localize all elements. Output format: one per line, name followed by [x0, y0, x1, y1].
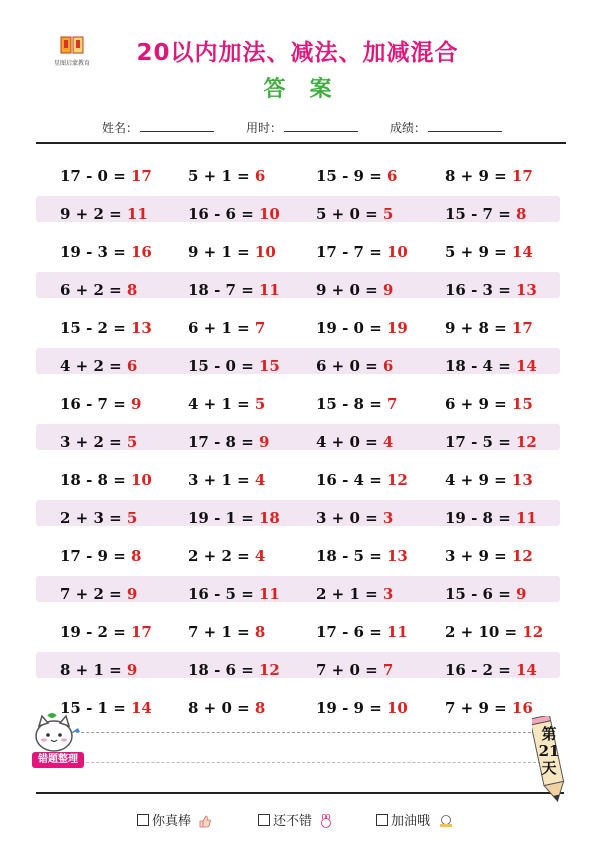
problem-expression: 9 + 8 = [445, 319, 512, 337]
problem-answer: 6 [387, 167, 398, 185]
problem-answer: 8 [126, 281, 138, 299]
problem-answer: 17 [131, 167, 152, 185]
problem-item [60, 500, 137, 526]
problem-item [60, 538, 141, 564]
thumbs-up-icon [198, 814, 212, 828]
problem-expression: 5 + 0 = [316, 205, 383, 223]
problem-expression: 8 + 9 = [445, 167, 512, 185]
problem-item [60, 196, 148, 222]
problem-expression: 16 - 6 = [188, 205, 259, 223]
problem-answer: 13 [511, 471, 533, 489]
problem-answer: 5 [254, 395, 266, 413]
problem-answer: 9 [126, 661, 138, 679]
problem-answer: 13 [387, 547, 408, 565]
problem-item [445, 538, 533, 564]
problem-row [36, 272, 560, 298]
name-blank[interactable] [140, 120, 214, 132]
problem-item [316, 348, 393, 374]
problem-answer: 17 [511, 319, 533, 337]
problem-expression: 3 + 2 = [60, 433, 127, 451]
problem-answer: 12 [522, 623, 544, 641]
problem-expression: 7 + 1 = [188, 623, 255, 641]
problem-answer: 17 [131, 623, 152, 641]
problem-expression: 4 + 1 = [188, 395, 255, 413]
problem-expression: 18 - 6 = [188, 661, 259, 679]
problem-expression: 15 - 2 = [60, 319, 131, 337]
problem-answer: 17 [511, 167, 533, 185]
header-divider [36, 142, 566, 144]
problem-item [188, 348, 280, 374]
problem-answer: 5 [382, 205, 394, 223]
problem-expression: 19 - 1 = [188, 509, 259, 527]
problem-expression: 2 + 1 = [316, 585, 383, 603]
problem-expression: 19 - 3 = [60, 243, 131, 261]
problem-expression: 18 - 7 = [188, 281, 259, 299]
problem-expression: 4 + 0 = [316, 433, 383, 451]
problem-item [188, 272, 280, 298]
checkbox[interactable] [137, 814, 149, 826]
problem-row [36, 576, 560, 602]
problem-expression: 16 - 3 = [445, 281, 516, 299]
problem-answer: 7 [387, 395, 398, 413]
mistakes-label: 错题整理 [32, 752, 84, 768]
problem-item [188, 690, 265, 716]
problem-item [316, 234, 408, 260]
problem-item [60, 652, 137, 678]
problem-item [60, 272, 137, 298]
problem-expression: 4 + 2 = [60, 357, 127, 375]
problem-item [60, 462, 152, 488]
problem-item [188, 614, 265, 640]
problem-item [188, 196, 280, 222]
problem-expression: 2 + 10 = [445, 623, 523, 641]
problem-row [36, 462, 560, 488]
problem-expression: 7 + 9 = [445, 699, 512, 717]
problem-expression: 19 - 2 = [60, 623, 131, 641]
problem-item [445, 158, 533, 184]
score-label: 成绩： [390, 121, 427, 135]
time-field[interactable] [246, 119, 358, 136]
problem-item [60, 348, 137, 374]
checkbox[interactable] [376, 814, 388, 826]
problem-row [36, 424, 560, 450]
problem-item [316, 538, 408, 564]
problem-expression: 18 - 4 = [445, 357, 516, 375]
problem-expression: 16 - 7 = [60, 395, 131, 413]
problem-expression: 17 - 5 = [445, 433, 516, 451]
problem-expression: 17 - 9 = [60, 547, 131, 565]
problem-answer: 9 [126, 585, 138, 603]
problem-expression: 19 - 8 = [445, 509, 516, 527]
problem-answer: 4 [382, 433, 394, 451]
page-title: 20以内加法、减法、加减混合 [136, 40, 459, 66]
option-keep-going[interactable]: 加油哦 [376, 810, 455, 829]
problem-answer: 11 [387, 623, 408, 641]
cheer-animal-icon [437, 814, 455, 828]
problem-answer: 10 [259, 205, 280, 223]
problem-answer: 8 [254, 699, 266, 717]
problem-answer: 6 [382, 357, 394, 375]
problem-item [445, 386, 533, 412]
checkbox[interactable] [258, 814, 270, 826]
problem-item [445, 234, 533, 260]
score-field[interactable] [390, 119, 502, 136]
problem-answer: 13 [131, 319, 152, 337]
problem-item [188, 576, 280, 602]
problem-expression: 6 + 0 = [316, 357, 383, 375]
problem-expression: 5 + 9 = [445, 243, 512, 261]
problem-answer: 13 [516, 281, 537, 299]
problem-answer: 4 [254, 471, 266, 489]
problem-item [445, 576, 526, 602]
problem-item [445, 424, 537, 450]
problem-item [316, 652, 393, 678]
problem-expression: 3 + 9 = [445, 547, 512, 565]
time-blank[interactable] [284, 120, 358, 132]
problem-answer: 9 [516, 585, 527, 603]
problem-answer: 10 [131, 471, 152, 489]
problem-answer: 11 [259, 281, 280, 299]
dashed-line [36, 762, 546, 763]
problem-expression: 2 + 2 = [188, 547, 255, 565]
day-number: 第 21 天 [538, 725, 560, 777]
bunny-icon [319, 814, 333, 828]
problem-expression: 15 - 9 = [316, 167, 387, 185]
problem-item [188, 424, 269, 450]
problem-answer: 12 [511, 547, 533, 565]
problem-answer: 5 [126, 433, 138, 451]
problem-answer: 15 [259, 357, 280, 375]
problem-expression: 3 + 0 = [316, 509, 383, 527]
problem-item [60, 234, 152, 260]
problem-row [36, 500, 560, 526]
problem-item [445, 500, 537, 526]
problem-item [445, 462, 533, 488]
problem-expression: 19 - 0 = [316, 319, 387, 337]
problem-item [445, 690, 533, 716]
problem-item [316, 576, 393, 602]
dashed-line [36, 732, 546, 733]
problem-expression: 16 - 5 = [188, 585, 259, 603]
problem-expression: 18 - 8 = [60, 471, 131, 489]
problem-item [316, 424, 393, 450]
problem-expression: 15 - 1 = [60, 699, 131, 717]
problem-row [36, 234, 560, 260]
problem-item [316, 158, 397, 184]
problem-row [36, 538, 560, 564]
problem-item [188, 234, 276, 260]
answer-grid [36, 158, 560, 728]
problem-answer: 11 [126, 205, 148, 223]
problem-expression: 9 + 2 = [60, 205, 127, 223]
problem-answer: 3 [382, 509, 394, 527]
problem-item [188, 158, 265, 184]
problem-expression: 2 + 3 = [60, 509, 127, 527]
problem-answer: 16 [511, 699, 533, 717]
problem-expression: 7 + 0 = [316, 661, 383, 679]
problem-answer: 10 [387, 699, 408, 717]
problem-answer: 6 [254, 167, 266, 185]
problem-item [188, 310, 265, 336]
problem-item [60, 576, 137, 602]
problem-item [188, 462, 265, 488]
problem-item [60, 386, 141, 412]
problem-expression: 6 + 1 = [188, 319, 255, 337]
problem-answer: 11 [516, 509, 537, 527]
problem-expression: 15 - 0 = [188, 357, 259, 375]
problem-expression: 17 - 7 = [316, 243, 387, 261]
brand-name: 星图启蒙教育 [53, 60, 90, 67]
problem-answer: 10 [254, 243, 276, 261]
option-good[interactable]: 还不错 [258, 810, 333, 829]
problem-item [316, 500, 393, 526]
problem-expression: 16 - 4 = [316, 471, 387, 489]
problem-answer: 3 [382, 585, 394, 603]
problem-answer: 15 [511, 395, 533, 413]
problem-answer: 6 [126, 357, 138, 375]
problem-expression: 6 + 2 = [60, 281, 127, 299]
problem-item [445, 272, 537, 298]
option-great[interactable]: 你真棒 [137, 810, 212, 829]
problem-row [36, 652, 560, 678]
problem-answer: 18 [259, 509, 280, 527]
problem-answer: 7 [382, 661, 394, 679]
problem-row [36, 158, 560, 184]
problem-item [445, 196, 526, 222]
problem-answer: 8 [254, 623, 266, 641]
problem-answer: 9 [259, 433, 270, 451]
problem-expression: 4 + 9 = [445, 471, 512, 489]
problem-expression: 6 + 9 = [445, 395, 512, 413]
problem-answer: 12 [259, 661, 280, 679]
problem-row [36, 614, 560, 640]
problem-answer: 12 [516, 433, 537, 451]
problem-answer: 10 [387, 243, 408, 261]
problem-item [316, 386, 397, 412]
problem-answer: 19 [387, 319, 408, 337]
problem-expression: 15 - 8 = [316, 395, 387, 413]
problem-item [60, 310, 152, 336]
problem-expression: 19 - 9 = [316, 699, 387, 717]
problem-item [60, 424, 137, 450]
problem-item [188, 538, 265, 564]
problem-answer: 9 [131, 395, 142, 413]
problem-item [316, 196, 393, 222]
problem-item [316, 272, 393, 298]
problem-answer: 9 [382, 281, 394, 299]
problem-answer: 11 [259, 585, 280, 603]
problem-item [445, 348, 537, 374]
problem-expression: 15 - 6 = [445, 585, 516, 603]
problem-expression: 7 + 2 = [60, 585, 127, 603]
problem-item [316, 614, 408, 640]
problem-item [60, 158, 152, 184]
problem-item [188, 652, 280, 678]
cat-mascot-icon [30, 712, 86, 754]
problem-expression: 8 + 1 = [60, 661, 127, 679]
problem-item [188, 500, 280, 526]
score-blank[interactable] [428, 120, 502, 132]
problem-expression: 8 + 0 = [188, 699, 255, 717]
problem-expression: 17 - 8 = [188, 433, 259, 451]
time-label: 用时： [246, 121, 283, 135]
problem-item [316, 462, 408, 488]
name-field[interactable] [102, 119, 214, 136]
problem-answer: 12 [387, 471, 408, 489]
problem-expression: 9 + 1 = [188, 243, 255, 261]
problem-answer: 8 [516, 205, 527, 223]
problem-expression: 16 - 2 = [445, 661, 516, 679]
footer-divider [36, 792, 564, 794]
problem-row [36, 196, 560, 222]
problem-answer: 7 [254, 319, 266, 337]
problem-expression: 3 + 1 = [188, 471, 255, 489]
problem-item [60, 614, 152, 640]
day-pencil [532, 716, 566, 806]
problem-expression: 15 - 7 = [445, 205, 516, 223]
problem-item [316, 310, 408, 336]
mistakes-area[interactable] [36, 732, 546, 792]
problem-row [36, 310, 560, 336]
problem-expression: 5 + 1 = [188, 167, 255, 185]
problem-item [316, 690, 408, 716]
problem-expression: 17 - 6 = [316, 623, 387, 641]
page-subtitle: 答案 [263, 77, 356, 102]
problem-expression: 9 + 0 = [316, 281, 383, 299]
problem-answer: 5 [126, 509, 138, 527]
problem-item [445, 614, 543, 640]
problem-row [36, 348, 560, 374]
problem-row [36, 386, 560, 412]
problem-row [36, 690, 560, 716]
problem-answer: 8 [131, 547, 142, 565]
problem-item [188, 386, 265, 412]
name-label: 姓名： [102, 121, 139, 135]
problem-item [445, 310, 533, 336]
problem-item [445, 652, 537, 678]
problem-answer: 14 [131, 699, 152, 717]
problem-answer: 4 [254, 547, 266, 565]
problem-answer: 14 [511, 243, 533, 261]
problem-answer: 16 [131, 243, 152, 261]
problem-expression: 17 - 0 = [60, 167, 131, 185]
mascot [30, 712, 86, 770]
problem-answer: 14 [516, 357, 537, 375]
problem-expression: 18 - 5 = [316, 547, 387, 565]
problem-answer: 14 [516, 661, 537, 679]
